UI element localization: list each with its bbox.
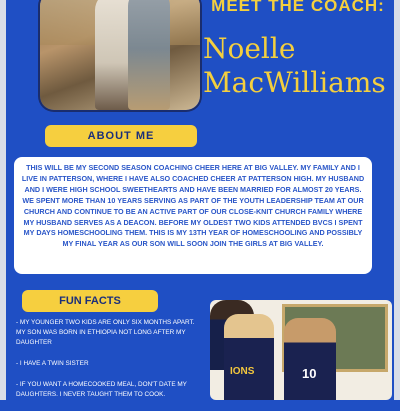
cheer-team-photo [210,300,392,400]
left-border [0,0,6,400]
coach-first-name: Noelle [203,32,296,65]
fun-facts-list [16,318,202,411]
page-title: MEET THE COACH: [211,0,385,15]
fun-facts-heading: FUN FACTS [22,290,158,312]
about-me-text: THIS WILL BE MY SECOND SEASON COACHING CHEER HERE AT BIG VALLEY. MY FAMILY AND I LIVE IN PATTERSON, WHERE I HAVE ALSO COACHED CHEER AT PATTERSON HIGH. MY HUSBAND AND I WERE HIGH SCHOOL SWEETHEARTS AND HAVE BEEN MARRIED FOR ALMOST 20 YEARS. WE SPENT MORE THAN 10 YEARS SERVING AS PART OF THE YOUTH LEADERSHIP TEAM AT OUR CHURCH AND CONTINUE TO BE AN ACTIVE PART OF OUR CLOSE-KNIT CHURCH FAMILY WHERE MY HUSBAND SERVES AS A DEACON. BEFORE MY OLDEST TWO KIDS ATTENDED BVCS I SPENT MY DAYS HOMESCHOOLING THEM. THIS IS MY 13TH YEAR OF HOMESCHOOLING AND POSSIBLY MY FINAL YEAR AS OUR SON WILL SOON JOIN THE GIRLS AT BIG VALLEY. [14,157,372,274]
photo-person [284,318,336,400]
jersey-number: 10 [302,366,317,381]
fun-fact-item: - IF YOU WANT A HOMECOOKED MEAL, DON'T DATE MY DAUGHTERS. I NEVER TAUGHT THEM TO COOK. [16,381,187,398]
fun-fact-item: - MY YOUNGER TWO KIDS ARE ONLY SIX MONTHS APART. MY SON WAS BORN IN ETHIOPIA NOT LONG AFTER MY DAUGHTER [16,319,195,346]
coach-last-name: MacWilliams [203,66,386,99]
right-border [394,0,400,400]
about-me-heading: ABOUT ME [45,125,197,147]
coach-name [203,32,386,100]
photo-person [128,0,170,110]
fun-fact-item: - I HAVE A TWIN SISTER [16,360,89,367]
coach-family-photo [40,0,200,110]
photo-person [224,314,274,400]
jersey-text: IONS [230,366,255,377]
